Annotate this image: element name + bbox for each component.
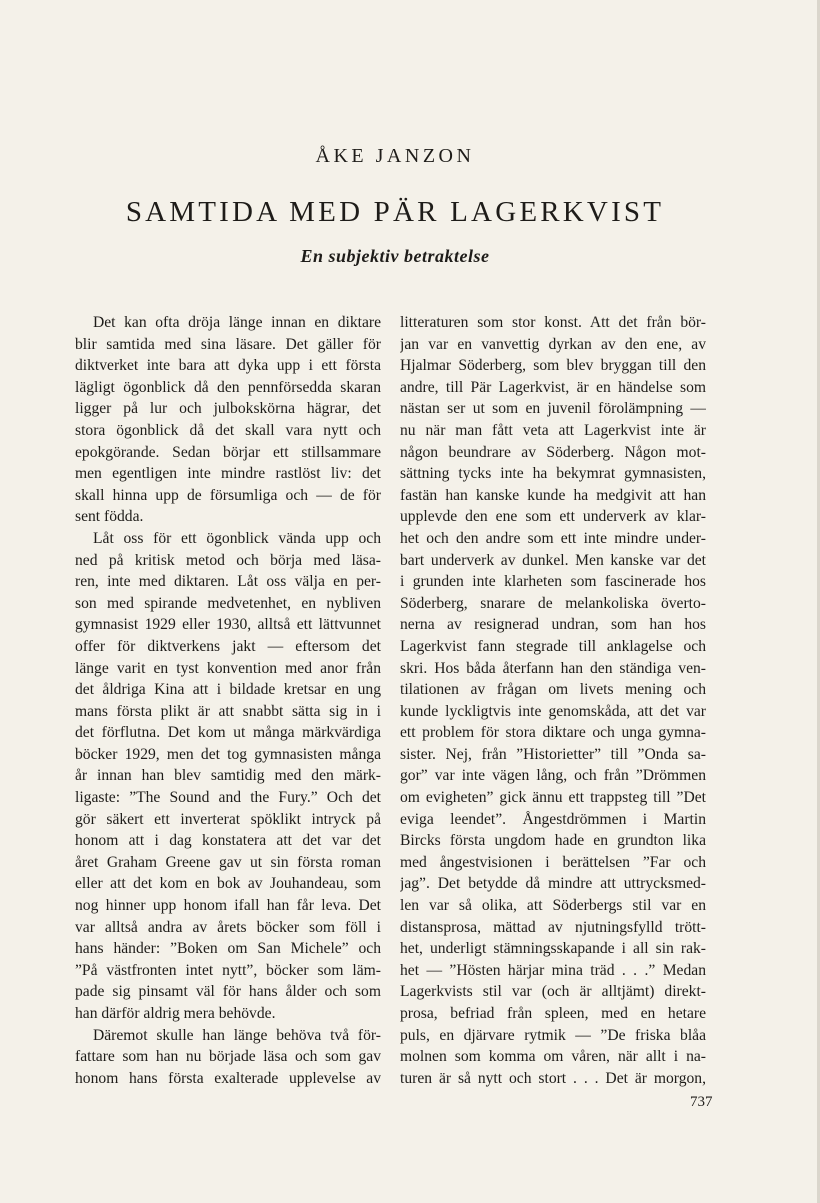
text-line: Bircks första ungdom hade en grundton lika — [400, 832, 706, 850]
text-line: ren, inte med diktaren. Låt oss välja en per- — [75, 573, 381, 591]
text-line: nästan ser ut som en juvenil förolämpning — — [400, 400, 706, 418]
text-line: Däremot skulle han länge behöva två för- — [93, 1026, 381, 1044]
text-line: Söderberg, snarare de melankoliska överto- — [400, 594, 706, 612]
text-line: gymnasist 1929 eller 1930, alltså ett lättvunnet — [75, 616, 381, 634]
text-line: het, underligt stämningsskapande i all sin rak- — [400, 940, 706, 958]
text-line: son med spirande medvetenhet, en nybliven — [75, 594, 381, 612]
page-number: 737 — [690, 1094, 713, 1110]
text-line: fastän han kanske kunde ha medgivit att han — [400, 486, 706, 504]
left-column — [75, 312, 381, 1089]
text-line: det förflutna. Det kom ut många märkvärdiga — [75, 724, 381, 742]
text-line: länge varit en tyst konvention med anor från — [75, 659, 381, 677]
text-line: ett problem för stora diktare och unga gymna- — [400, 724, 706, 742]
text-line: sister. Nej, från ”Historietter” till ”Onda sa- — [400, 745, 706, 763]
text-line: stora ögonblick då det skall vara nytt och — [75, 421, 381, 439]
text-line: böcker 1929, men det tog gymnasisten många — [75, 745, 381, 763]
text-line: mans första plikt är att snabbt sätta sig in i — [75, 702, 381, 720]
text-line: honom att i dag konstatera att det var det — [75, 832, 381, 850]
text-line: var alltså andra av årets böcker som föll i — [75, 918, 381, 936]
text-line: med ångestvisionen i berättelsen ”Far och — [400, 853, 706, 871]
text-line: det åldriga Kina att i bildade kretsar en ung — [75, 681, 381, 699]
text-line: ligaste: ”The Sound and the Fury.” Och det — [75, 789, 381, 807]
text-line: om evigheten” gick ännu ett trappsteg till ”Det — [400, 789, 706, 807]
text-line: hans händer: ”Boken om San Michele” och — [75, 940, 381, 958]
text-line: eller att det kom en bok av Jouhandeau, som — [75, 875, 381, 893]
text-line: het — ”Hösten härjar mina träd . . .” Medan — [400, 961, 706, 979]
text-line: han därför aldrig mera behövde. — [75, 1005, 276, 1022]
text-line: nog hinner upp honom ifall han får leva. Det — [75, 897, 381, 915]
text-line: puls, en djärvare rytmik — ”De friska blåa — [400, 1026, 706, 1044]
text-line: men egentligen inte mindre rastlöst liv: det — [75, 465, 381, 483]
text-line: blir samtida med sina läsare. Det gäller för — [75, 335, 381, 353]
text-line: år innan han blev samtidig med den märk- — [75, 767, 381, 785]
text-line: litteraturen som stor konst. Att det från bör- — [400, 314, 706, 331]
text-line: i grunden inte klarheten som fascinerade hos — [400, 573, 706, 591]
text-line: Lagerkvists stil var (och är alltjämt) direkt- — [400, 983, 706, 1001]
text-line: kunde lyckligtvis inte genomskåda, att det var — [400, 702, 706, 720]
text-line: turen är så nytt och stort . . . Det är morgon, — [400, 1069, 706, 1087]
text-line: Lagerkvist fann stegrade till anklagelse och — [400, 637, 706, 655]
text-line: sent födda. — [75, 508, 144, 526]
text-line: distansprosa, mättad av njutningsfylld trött- — [400, 918, 706, 936]
text-line: honom hans första exalterade upplevelse av — [75, 1069, 381, 1087]
author-name: ÅKE JANZON — [315, 145, 475, 167]
text-line: molnen som komma om våren, när allt i na- — [400, 1048, 706, 1066]
text-line: gör säkert ett inverterat spöklikt intryck på — [75, 810, 381, 828]
text-line: jag”. Det betydde då mindre att uttrycksmed- — [400, 875, 706, 893]
text-line: Det kan ofta dröja länge innan en diktare — [93, 314, 381, 331]
text-line: pade sig pinsamt väl för hans ålder och som — [75, 983, 381, 1001]
text-line: epokgörande. Sedan börjar ett stillsammare — [75, 443, 381, 461]
text-line: upplevde den ene som ett underverk av klar- — [400, 508, 706, 526]
text-line: nu när man fått veta att Lagerkvist inte är — [400, 421, 706, 439]
text-line: nerna av resignerad undran, som han hos — [400, 616, 706, 634]
text-line: fattare som han nu började läsa och som gav — [75, 1048, 381, 1066]
text-line: diktverket inte bara att dyka upp i ett första — [75, 357, 381, 375]
text-line: het och den andre som ett inte mindre under- — [400, 529, 706, 547]
text-line: Hjalmar Söderberg, som blev bryggan till den — [400, 357, 706, 375]
text-line: bart underverk av dunkel. Men kanske var det — [400, 551, 706, 569]
text-line: len var så olika, att Söderbergs stil var en — [400, 897, 706, 915]
text-line: skall hinna upp de försumliga och — de för — [75, 486, 381, 504]
text-line: prosa, befriad från spleen, med en hetare — [400, 1005, 706, 1022]
article-title: SAMTIDA MED PÄR LAGERKVIST — [125, 196, 665, 228]
text-line: året Graham Greene gav ut sin första roman — [75, 853, 381, 871]
text-line: andre, till Pär Lagerkvist, är en händelse som — [400, 378, 706, 396]
text-line: någon beundrare av Söderberg. Någon mot- — [400, 443, 706, 461]
text-line: sättning tycks inte ha bekymrat gymnasisten, — [400, 465, 706, 483]
text-line: ned på kritisk metod och börja med läsa- — [75, 551, 381, 569]
text-line: ”På västfronten intet nytt”, böcker som läm- — [75, 961, 381, 979]
article-subtitle: En subjektiv betraktelse — [300, 246, 490, 266]
text-line: tilationen av frågan om livets mening och — [400, 681, 706, 699]
text-line: ligger på lur och julbokskörna hägrar, det — [75, 400, 381, 418]
text-line: gor” var inte vägen lång, och från ”Drömmen — [400, 767, 706, 785]
text-line: offer för diktverkens jakt — eftersom det — [75, 637, 381, 655]
text-line: eviga leendet”. Ångestdrömmen i Martin — [400, 810, 706, 828]
text-line: skri. Hos båda återfann han den ständiga ven- — [400, 659, 706, 677]
text-line: lägligt ögonblick då den pennförsedda skaran — [75, 378, 381, 396]
text-line: jan var en vanvettig dyrkan av den ene, av — [400, 335, 706, 353]
right-column — [400, 312, 706, 1089]
text-line: Låt oss för ett ögonblick vända upp och — [93, 529, 381, 547]
